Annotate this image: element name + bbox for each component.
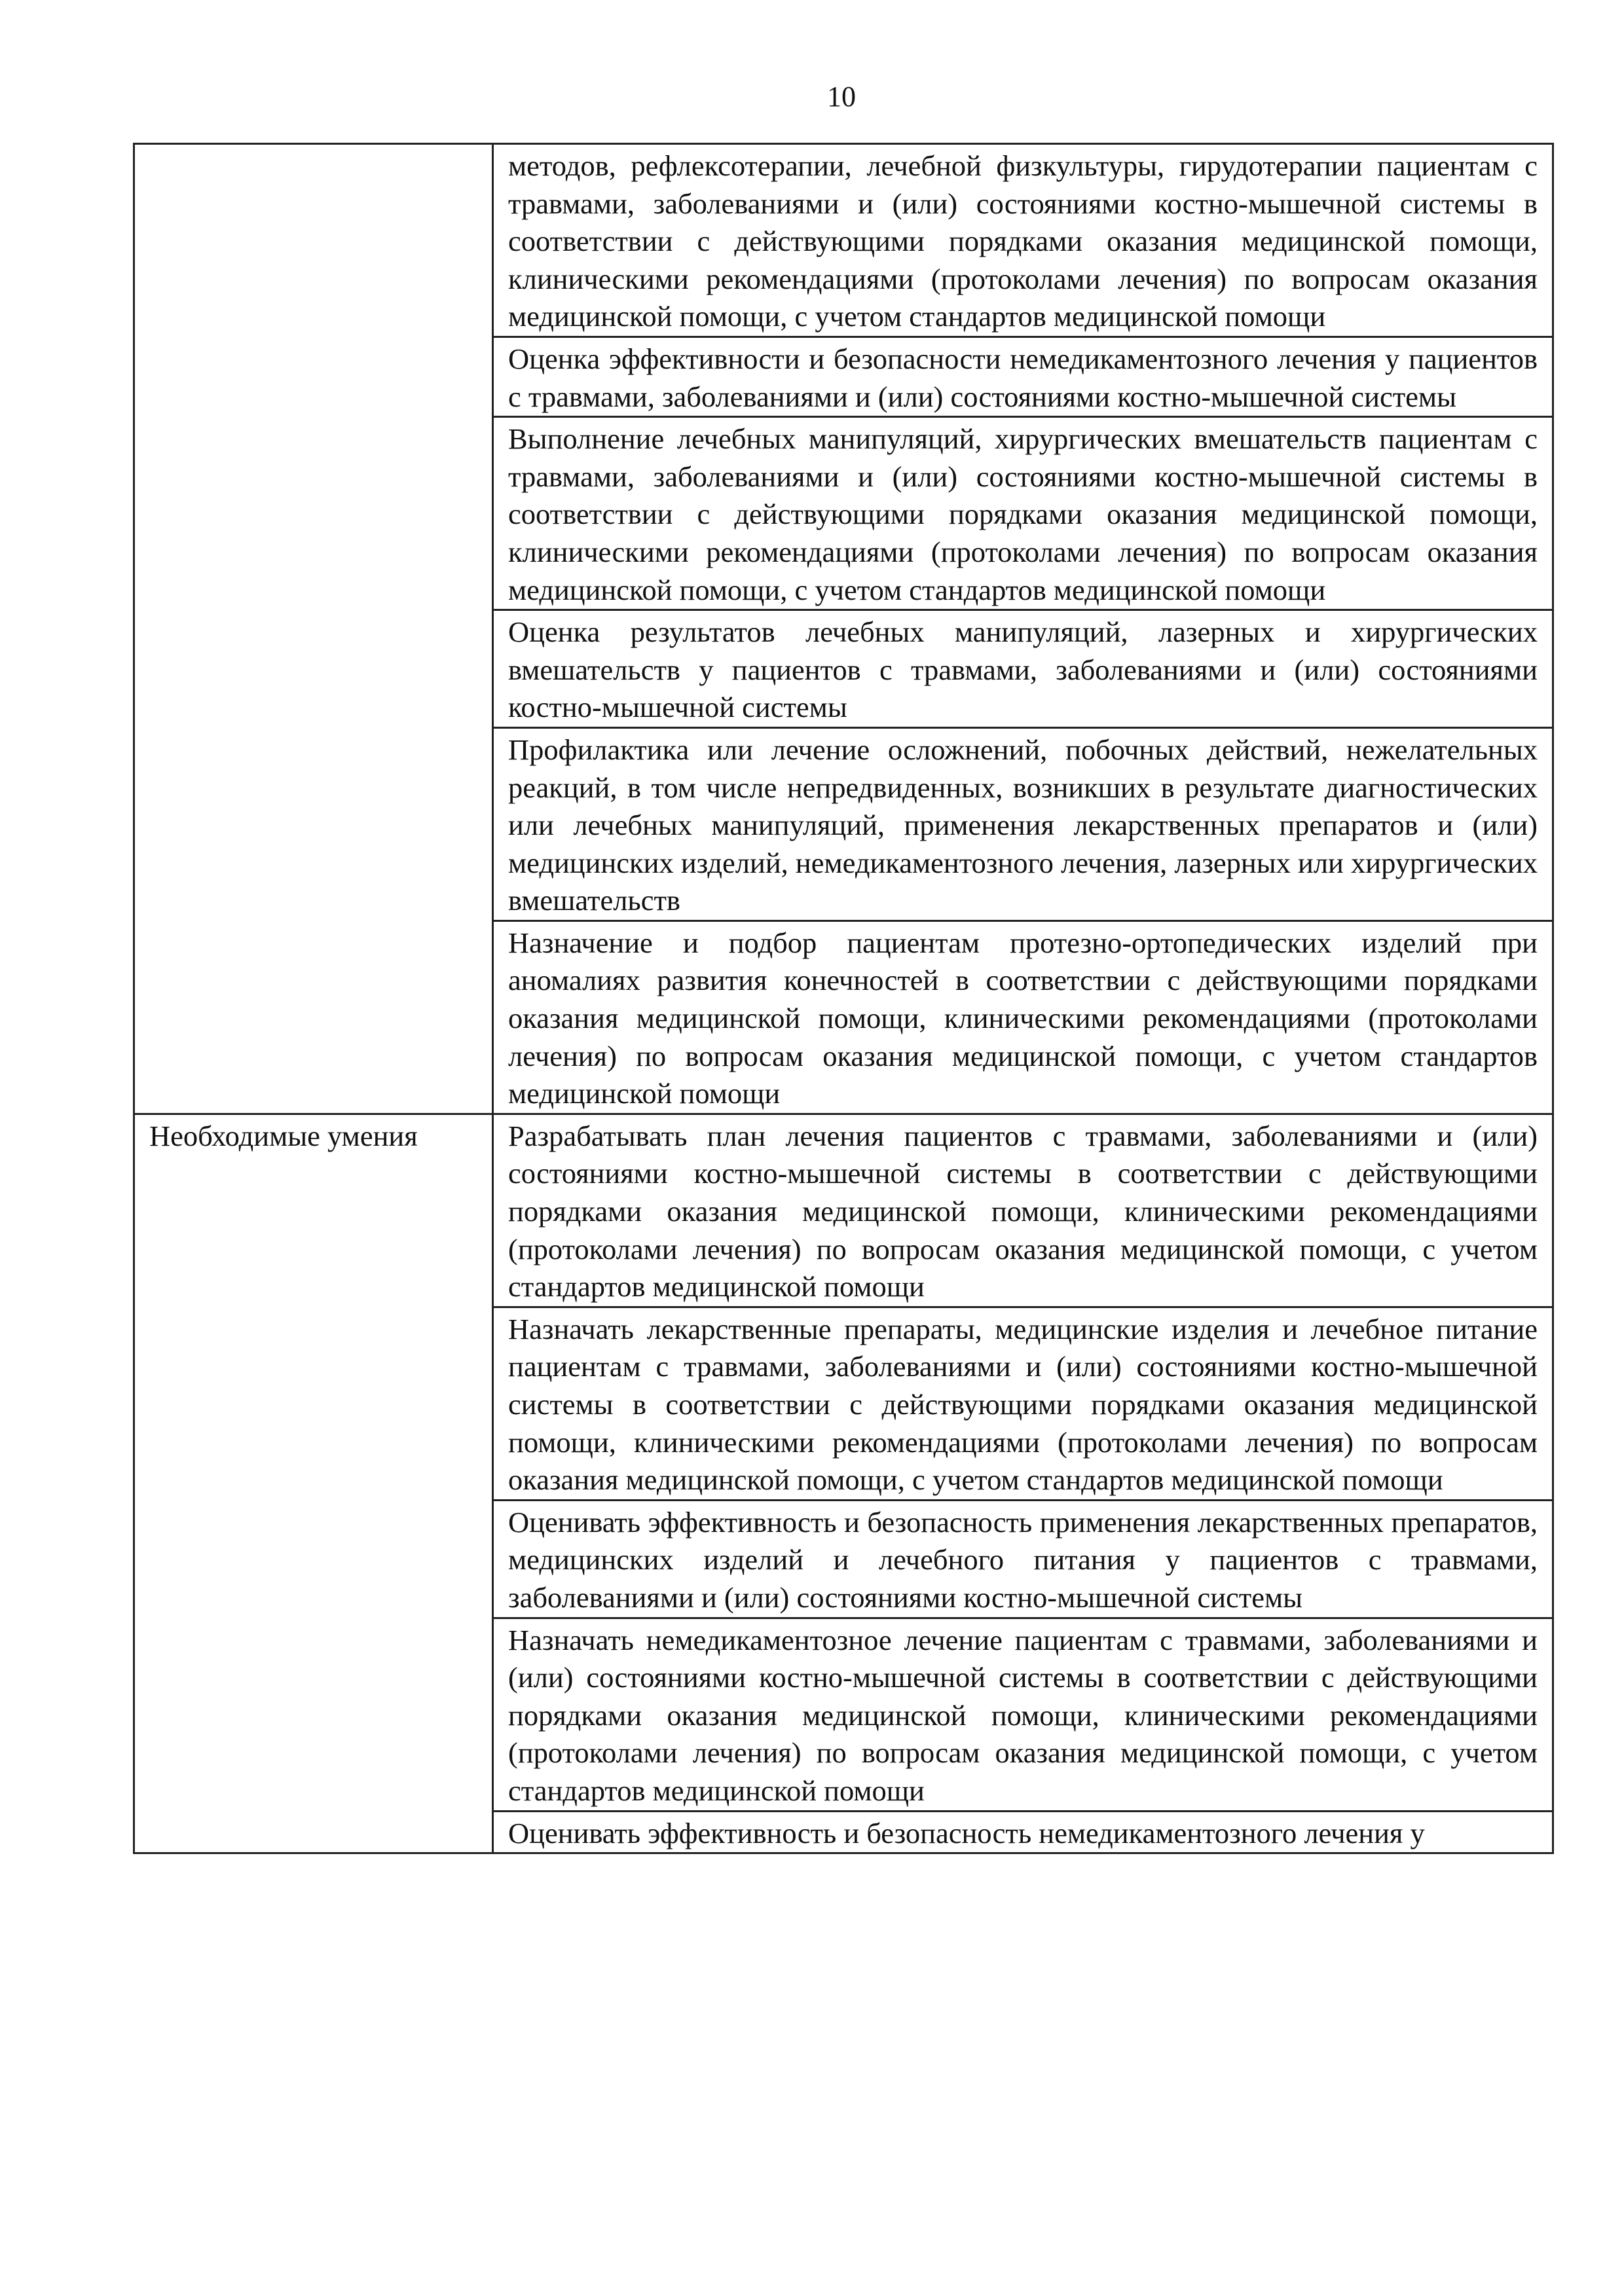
table-row (134, 610, 1553, 728)
section-label-empty (134, 144, 493, 337)
table-row (134, 920, 1553, 1114)
table-cell: Выполнение лечебных манипуляций, хирургических вмешательств пациентам с травмами, заболеваниями и (или) состояниями костно-мышечной системы в соответствии с действующими порядками оказания медицинской помощи, клиническими рекомендациями (протоколами лечения) по вопросам оказания медицинской помощи, с учетом стандартов медицинской помощи (493, 417, 1553, 610)
section-label-skills: Необходимые умения (134, 1114, 493, 1853)
section-label-empty (134, 337, 493, 416)
section-label-empty (134, 920, 493, 1114)
table-cell: методов, рефлексотерапии, лечебной физкультуры, гирудотерапии пациентам с травмами, заболеваниями и (или) состояниями костно-мышечной системы в соответствии с действующими порядками оказания медицинской помощи, клиническими рекомендациями (протоколами лечения) по вопросам оказания медицинской помощи, с учетом стандартов медицинской помощи (493, 144, 1553, 337)
table-cell: Назначать лекарственные препараты, медицинские изделия и лечебное питание пациентам с травмами, заболеваниями и (или) состояниями костно-мышечной системы в соответствии с действующими порядками оказания медицинской помощи, клиническими рекомендациями (протоколами лечения) по вопросам оказания медицинской помощи, с учетом стандартов медицинской помощи (493, 1307, 1553, 1500)
requirements-table (133, 143, 1554, 1854)
table-row (134, 417, 1553, 610)
table-row (134, 1114, 1553, 1307)
table-cell: Оценивать эффективность и безопасность применения лекарственных препаратов, медицинских изделий и лечебного питания у пациентов с травмами, заболеваниями и (или) состояниями костно-мышечной системы (493, 1500, 1553, 1618)
table-cell: Оценка результатов лечебных манипуляций, лазерных и хирургических вмешательств у пациентов с травмами, заболеваниями и (или) состояниями костно-мышечной системы (493, 610, 1553, 728)
table-cell: Оценка эффективности и безопасности немедикаментозного лечения у пациентов с травмами, заболеваниями и (или) состояниями костно-мышечной системы (493, 337, 1553, 416)
table-cell: Оценивать эффективность и безопасность немедикаментозного лечения у (493, 1811, 1553, 1853)
table-cell: Назначение и подбор пациентам протезно-ортопедических изделий при аномалиях развития конечностей в соответствии с действующими порядками оказания медицинской помощи, клиническими рекомендациями (протоколами лечения) по вопросам оказания медицинской помощи, с учетом стандартов медицинской помощи (493, 920, 1553, 1114)
section-label-empty (134, 610, 493, 728)
table-row (134, 337, 1553, 416)
page-number: 10 (827, 81, 856, 113)
section-label-empty (134, 727, 493, 920)
table-cell: Назначать немедикаментозное лечение пациентам с травмами, заболеваниями и (или) состояниями костно-мышечной системы в соответствии с действующими порядками оказания медицинской помощи, клиническими рекомендациями (протоколами лечения) по вопросам оказания медицинской помощи, с учетом стандартов медицинской помощи (493, 1618, 1553, 1811)
section-label-empty (134, 417, 493, 610)
table-cell: Разрабатывать план лечения пациентов с травмами, заболеваниями и (или) состояниями костно-мышечной системы в соответствии с действующими порядками оказания медицинской помощи, клиническими рекомендациями (протоколами лечения) по вопросам оказания медицинской помощи, с учетом стандартов медицинской помощи (493, 1114, 1553, 1307)
table-row (134, 144, 1553, 337)
table-row (134, 727, 1553, 920)
table-cell: Профилактика или лечение осложнений, побочных действий, нежелательных реакций, в том числе непредвиденных, возникших в результате диагностических или лечебных манипуляций, применения лекарственных препаратов и (или) медицинских изделий, немедикаментозного лечения, лазерных или хирургических вмешательств (493, 727, 1553, 920)
